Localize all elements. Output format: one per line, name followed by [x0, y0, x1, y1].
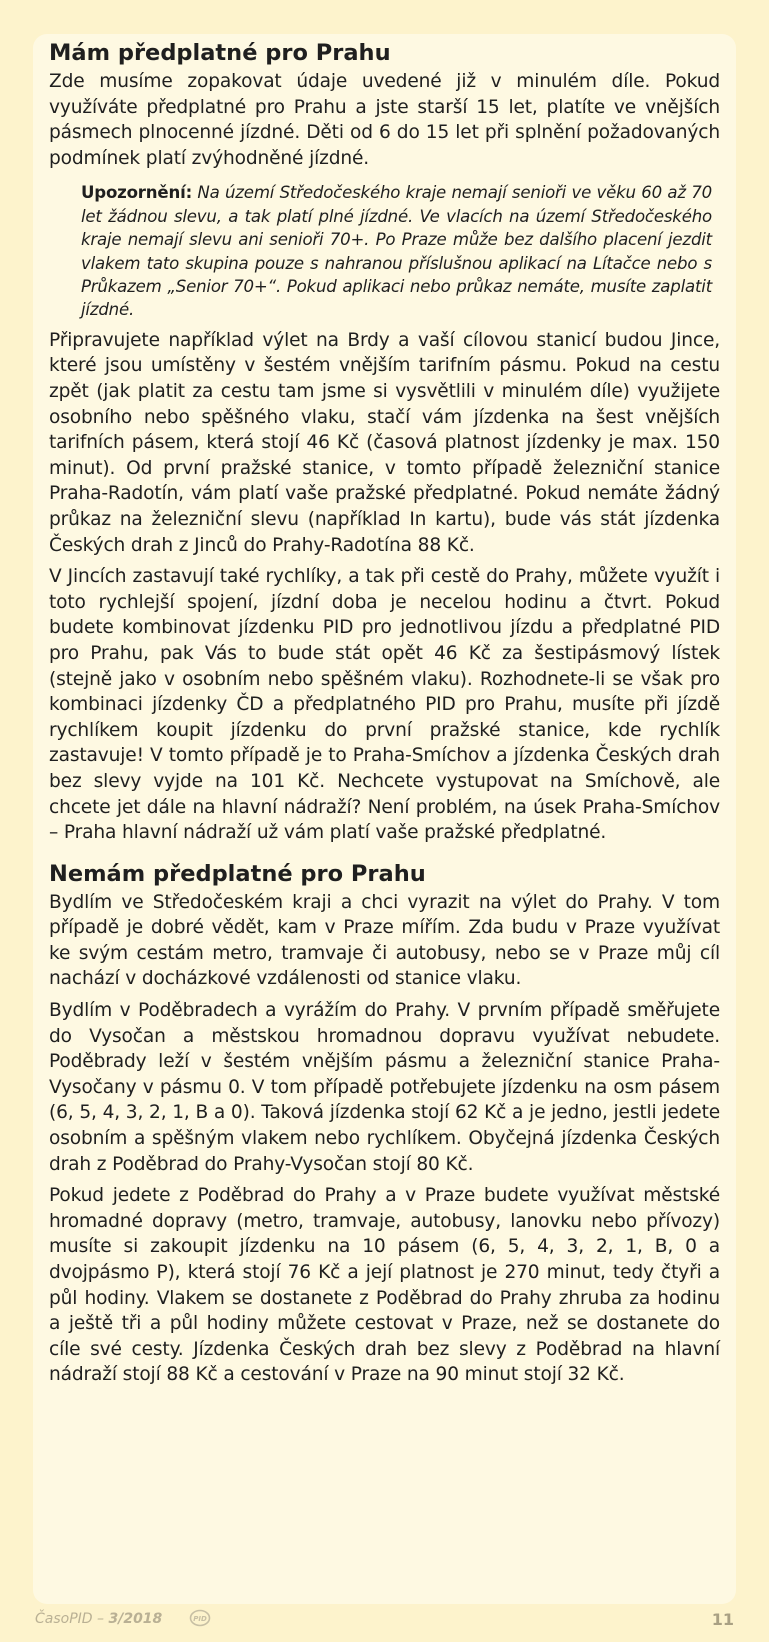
paragraph-podebrady-city-transport: Pokud jedete z Poděbrad do Prahy a v Praze budete využívat městské hromadné dopravy (metro, tramvaje, autobusy, lanovku nebo přívozy) musíte si zakoupit jízdenku na 10 pásem (6, 5, 4, 3, 2, 1, B, 0 a dvojpásmo P), která stojí 76 Kč a její platnost je 270 minut, tedy čtyři a půl hodiny. Vlakem se dostanete z Poděbrad do Prahy zhruba za hodinu a ještě tři a půl hodiny můžete cestovat v Praze, než se dostanete do cíle své cesty. Jízdenka Českých drah bez slevy z Poděbrad na hlavní nádraží stojí 88 Kč a cestování v Praze na 90 minut stojí 32 Kč. — [49, 1185, 720, 1386]
paragraph-brdy-trip: Připravujete například výlet na Brdy a vaší cílovou stanicí budou Jince, které jsou umístěny v šestém vnějším tarifním pásmu. Pokud na cestu zpět (jak platit za cestu tam jsme si vysvětlili v minulém díle) využijete osobního nebo spěšného vlaku, stačí vám jízdenka na šest vnějších tarifních pásem, která stojí 46 Kč (časová platnost jízdenky je max. 150 minut). Od první pražské stanice, v tomto případě železniční stanice Praha-Radotín, vám platí vaše pražské předplatné. Pokud nemáte žádný průkaz na železniční slevu (například In kartu), bude vás stát jízdenka Českých drah z Jinců do Prahy-Radotína 88 Kč. — [49, 329, 720, 556]
paragraph-central-bohemia: Bydlím ve Středočeském kraji a chci vyrazit na výlet do Prahy. V tom případě je dobré vědět, kam v Praze mířím. Zda budu v Praze využívat ke svým cestám metro, tramvaje či autobusy, nebo se v Praze můj cíl nachází v docházkové vzdálenosti od stanice vlaku. — [49, 891, 720, 990]
paragraph-express-trains: V Jincích zastavují také rychlíky, a tak při cestě do Prahy, můžete využít i toto rychlejší spojení, jízdní doba je necelou hodinu a čtvrt. Pokud budete kombinovat jízdenku PID pro jednotlivou jízdu a předplatné PID pro Prahu, pak Vás to bude stát opět 46 Kč za šestipásmový lístek (stejně jako v osobním nebo spěšném vlaku). Rozhodnete-li se však pro kombinaci jízdenky ČD a předplatného PID pro Prahu, musíte při jízdě rychlíkem koupit jízdenku do první pražské stanice, kde rychlík zastavuje! V tomto případě je to Praha-Smíchov a jízdenka Českých drah bez slevy vyjde na 101 Kč. Nechcete vystupovat na Smíchově, ale chcete jet dále na hlavní nádraží? Není problém, na úsek Praha-Smíchov – Praha hlavní nádraží už vám platí vaše pražské předplatné. — [49, 566, 720, 844]
note-label: Upozornění: — [81, 183, 192, 203]
section-heading-no-subscription: Nemám předplatné pro Prahu — [49, 860, 426, 887]
magazine-issue — [35, 1611, 162, 1627]
paragraph-intro: Zde musíme zopakovat údaje uvedené již v minulém díle. Pokud využíváte předplatné pro Prahu a jste starší 15 let, platíte ve vnějších pásmech plnocenné jízdné. Děti od 6 do 15 let při splnění požadovaných podmínek platí zvýhodněné jízdné. — [49, 71, 720, 169]
paragraph-podebrady-vysocany: Bydlím v Poděbradech a vyrážím do Prahy. V prvním případě směřujete do Vysočan a městskou hromadnou dopravu využívat nebudete. Poděbrady leží v šestém vnějším pásmu a železniční stanice Praha-Vysočany v pásmu 0. V tom případě potřebujete jízdenku na osm pásem (6, 5, 4, 3, 2, 1, B a 0). Taková jízdenka stojí 62 Kč a je jedno, jestli jedete osobním a spěšným vlakem nebo rychlíkem. Obyčejná jízdenka Českých drah z Poděbrad do Prahy-Vysočan stojí 80 Kč. — [49, 1000, 720, 1175]
note-text: Na území Středočeského kraje nemají senioři ve věku 60 až 70 let žádnou slevu, a tak platí plné jízdné. Ve vlacích na území Středočeského kraje nemají slevu ani senioři 70+. Po Praze může bez dalšího placení jezdit vlakem tato skupina pouze s nahranou příslušnou aplikací na Lítačce nebo s Průkazem „Senior 70+“. Pokud aplikaci nebo průkaz nemáte, musíte zaplatit jízdné. — [81, 183, 712, 320]
pid-logo-icon — [189, 1609, 211, 1627]
section-heading-subscription: Mám předplatné pro Prahu — [49, 40, 391, 66]
article-panel — [33, 34, 736, 1604]
issue-number: 3/2018 — [108, 1611, 163, 1627]
page-footer — [35, 1609, 734, 1633]
logo-text: PID — [193, 1614, 207, 1623]
magazine-name: ČasoPID – — [35, 1611, 109, 1627]
note-box — [81, 181, 712, 321]
page-number: 11 — [711, 1610, 734, 1629]
